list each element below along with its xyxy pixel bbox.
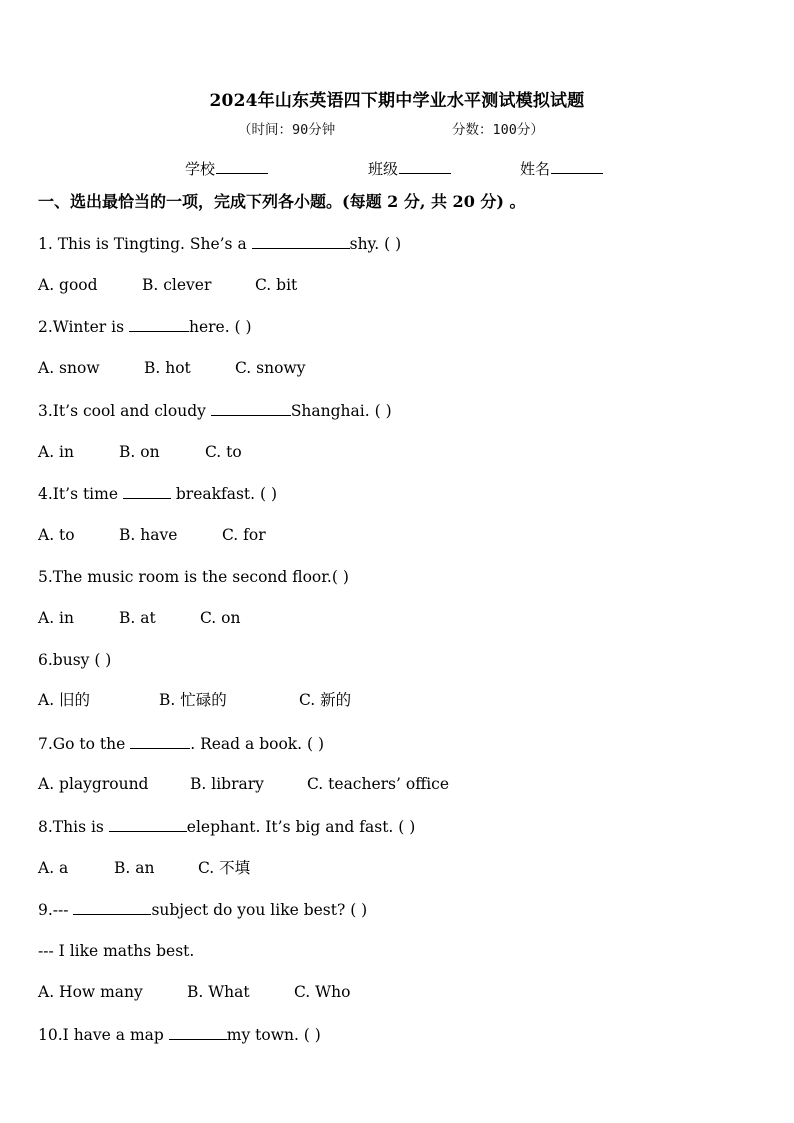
school-label: 学校 [185, 160, 216, 178]
option-c[interactable]: C. snowy [235, 359, 306, 377]
option-a[interactable]: A. in [38, 443, 74, 461]
question-5: 5.The music room is the second floor.( ) [38, 568, 349, 586]
question-9: 9.--- subject do you like best? ( ) [38, 901, 368, 919]
answer-blank[interactable] [130, 733, 190, 749]
option-b[interactable]: B. an [114, 859, 155, 877]
answer-blank[interactable] [73, 899, 151, 915]
exam-score: 分数：100分） [452, 122, 544, 138]
option-a[interactable]: A. 旧的 [38, 691, 91, 709]
answer-blank[interactable] [211, 400, 291, 416]
option-c[interactable]: C. on [200, 609, 241, 627]
option-b[interactable]: B. library [190, 775, 264, 793]
question-8: 8.This is elephant. It’s big and fast. ( ) [38, 818, 416, 836]
question-6: 6.busy ( ) [38, 651, 112, 669]
page-title: 2024年山东英语四下期中学业水平测试模拟试题 [209, 91, 585, 111]
class-label: 班级 [368, 160, 399, 178]
question-6-options [38, 690, 351, 710]
answer-blank[interactable] [129, 316, 189, 332]
option-a[interactable]: A. in [38, 609, 74, 627]
question-2-options [38, 358, 305, 378]
question-3-options [38, 442, 242, 462]
option-a[interactable]: A. playground [38, 775, 149, 793]
question-1-options [38, 275, 297, 295]
option-b[interactable]: B. hot [144, 359, 191, 377]
question-4: 4.It’s time breakfast. ( ) [38, 485, 278, 503]
question-3: 3.It’s cool and cloudy Shanghai. ( ) [38, 402, 392, 420]
option-a[interactable]: A. to [38, 526, 75, 544]
school-field[interactable] [185, 158, 268, 179]
option-b[interactable]: B. 忙碌的 [159, 691, 227, 709]
option-a[interactable]: A. How many [38, 983, 143, 1001]
option-c[interactable]: C. Who [294, 983, 351, 1001]
option-c[interactable]: C. teachers’ office [307, 775, 450, 793]
option-c[interactable]: C. bit [255, 276, 298, 294]
class-blank[interactable] [399, 159, 451, 174]
section-heading: 一、选出最恰当的一项，完成下列各小题。(每题 2 分, 共 20 分) 。 [38, 192, 526, 211]
question-10: 10.I have a map my town. ( ) [38, 1026, 321, 1044]
answer-blank[interactable] [252, 233, 350, 249]
name-blank[interactable] [551, 159, 603, 174]
question-7-options [38, 774, 449, 794]
answer-blank[interactable] [109, 816, 187, 832]
question-9-options [38, 982, 350, 1002]
option-c[interactable]: C. to [205, 443, 242, 461]
question-1: 1. This is Tingting. She’s a shy. ( ) [38, 235, 402, 253]
option-a[interactable]: A. snow [38, 359, 100, 377]
answer-blank[interactable] [123, 483, 171, 499]
answer-blank[interactable] [169, 1024, 227, 1040]
option-a[interactable]: A. a [38, 859, 69, 877]
school-blank[interactable] [216, 159, 268, 174]
question-5-options [38, 608, 240, 628]
option-a[interactable]: A. good [38, 276, 98, 294]
exam-time: （时间：90分钟 [238, 122, 336, 138]
option-b[interactable]: B. What [187, 983, 250, 1001]
option-c[interactable]: C. 不填 [198, 859, 251, 877]
class-field[interactable] [368, 158, 451, 179]
option-c[interactable]: C. 新的 [299, 691, 352, 709]
name-label: 姓名 [520, 160, 551, 178]
option-b[interactable]: B. have [119, 526, 178, 544]
question-2: 2.Winter is here. ( ) [38, 318, 252, 336]
option-b[interactable]: B. at [119, 609, 156, 627]
question-4-options [38, 525, 266, 545]
option-b[interactable]: B. clever [142, 276, 212, 294]
question-7: 7.Go to the . Read a book. ( ) [38, 735, 325, 753]
question-9-dialogue: --- I like maths best. [38, 942, 195, 960]
option-b[interactable]: B. on [119, 443, 160, 461]
name-field[interactable] [520, 158, 603, 179]
question-8-options [38, 858, 250, 878]
option-c[interactable]: C. for [222, 526, 266, 544]
